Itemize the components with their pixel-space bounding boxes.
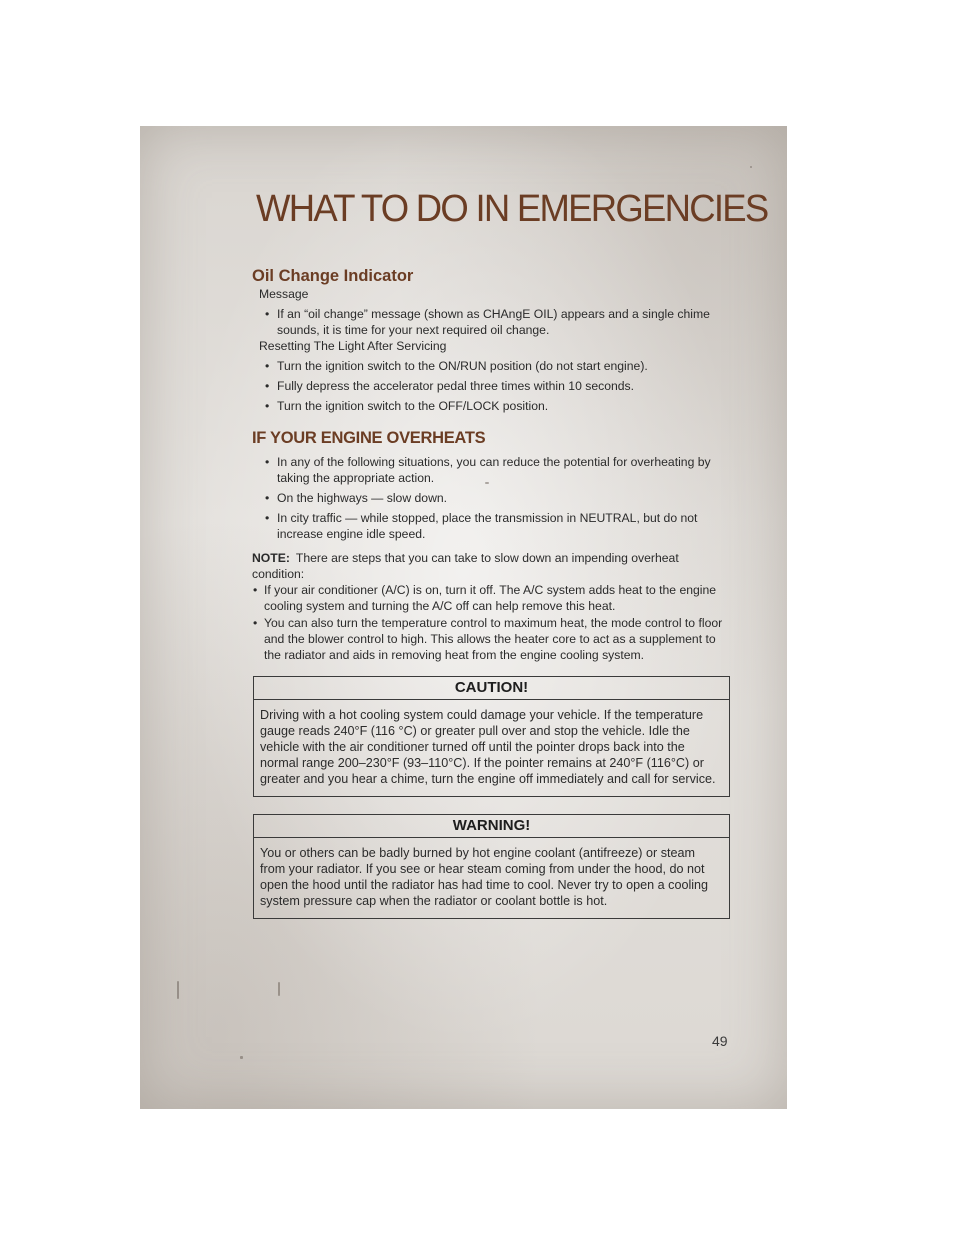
paper-fleck [240, 1056, 243, 1059]
list-item: • In city traffic — while stopped, place the transmission in NEUTRAL, but do not increase engine idle speed. [252, 510, 730, 542]
note-text: There are steps that you can take to slow down an impending overheat condition: [252, 551, 679, 581]
caution-title: CAUTION! [254, 677, 729, 700]
page-content [252, 266, 730, 919]
reset-label: Resetting The Light After Servicing [259, 339, 447, 353]
overheat-bullet-list [252, 454, 730, 542]
page-title: WHAT TO DO IN EMERGENCIES [256, 188, 768, 230]
list-item: • Turn the ignition switch to the OFF/LOCK position. [252, 398, 730, 414]
list-item: • In any of the following situations, you can reduce the potential for overheating by taking the appropriate action. [252, 454, 730, 486]
list-item: • If your air conditioner (A/C) is on, turn it off. The A/C system adds heat to the engine cooling system and turning the A/C off can help remove this heat. [252, 582, 730, 614]
manual-page [140, 126, 787, 1109]
list-item: • If an “oil change” message (shown as CHAngE OIL) appears and a single chime sounds, it is time for your next required oil change. [252, 306, 730, 338]
warning-body: You or others can be badly burned by hot engine coolant (antifreeze) or steam from your radiator. If you see or hear steam coming from under the hood, do not open the hood until the radiator has had time to cool. Never try to open a cooling system pressure cap when the radiator or coolant bottle is hot. [260, 846, 709, 908]
paper-fleck [750, 166, 752, 168]
page-number: 49 [712, 1033, 728, 1049]
message-bullet-list [252, 306, 730, 338]
list-item: • Fully depress the accelerator pedal three times within 10 seconds. [252, 378, 730, 394]
warning-box [253, 814, 730, 919]
caution-body: Driving with a hot cooling system could damage your vehicle. If the temperature gauge reads 240°F (116 °C) or greater pull over and stop the vehicle. Idle the vehicle with the air conditioner turned off until the pointer drops back into the normal range 200–230°F (93–110°C). If the pointer remains at 240°F (116°C) or greater and you hear a chime, turn the engine off immediately and call for service. [260, 708, 716, 786]
note-paragraph [252, 550, 730, 582]
message-label: Message [259, 287, 309, 301]
paper-fleck [278, 982, 280, 996]
note-label: NOTE: [252, 551, 290, 565]
note-bullet-list [252, 582, 730, 663]
oil-change-heading: Oil Change Indicator [252, 267, 414, 285]
paper-fleck [177, 981, 179, 999]
list-item: • On the highways — slow down. [252, 490, 730, 506]
reset-bullet-list [252, 358, 730, 414]
list-item: • You can also turn the temperature control to maximum heat, the mode control to floor and the blower control to high. This allows the heater core to act as a supplement to the radiator and aids in removing heat from the engine cooling system. [252, 615, 730, 663]
caution-box [253, 676, 730, 797]
list-item: • Turn the ignition switch to the ON/RUN position (do not start engine). [252, 358, 730, 374]
overheat-heading: IF YOUR ENGINE OVERHEATS [252, 429, 486, 447]
warning-title: WARNING! [254, 815, 729, 838]
